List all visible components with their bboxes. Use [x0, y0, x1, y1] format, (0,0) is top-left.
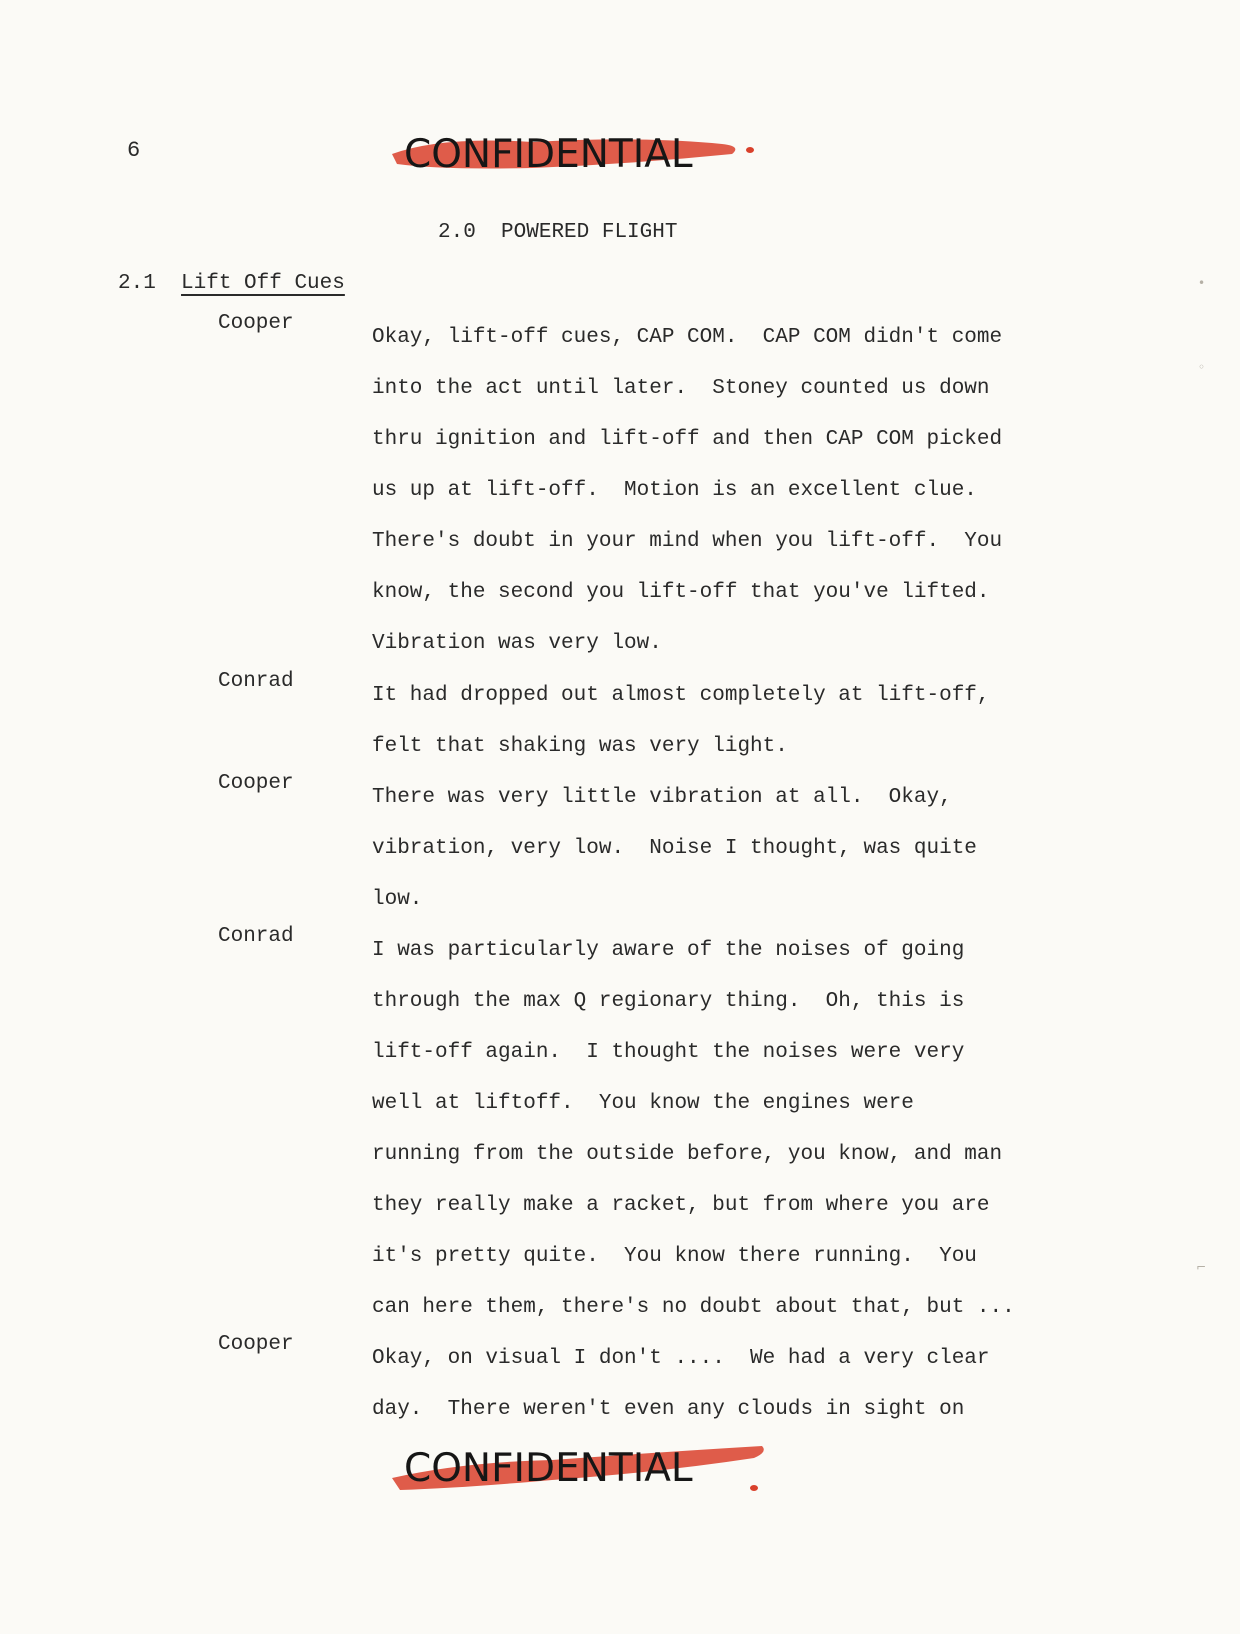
- text-line: running from the outside before, you know, and man: [372, 1143, 1003, 1166]
- subsection-heading: [118, 272, 345, 295]
- margin-speck: ◦: [1198, 360, 1206, 374]
- text-line: thru ignition and lift-off and then CAP COM picked: [372, 428, 1003, 451]
- section-title: POWERED FLIGHT: [501, 221, 678, 244]
- text-line: vibration, very low. Noise I thought, was quite: [372, 837, 977, 860]
- margin-speck: ⌐: [1196, 1260, 1207, 1274]
- text-line: There was very little vibration at all. Okay,: [372, 786, 952, 809]
- confidential-stamp-top: [392, 124, 812, 184]
- text-line: Okay, lift-off cues, CAP COM. CAP COM didn't come: [372, 326, 1003, 349]
- text-line: it's pretty quite. You know there running. You: [372, 1245, 977, 1268]
- speaker-name: Conrad: [218, 670, 294, 693]
- text-line: can here them, there's no doubt about that, but ...: [372, 1296, 1015, 1319]
- text-line: It had dropped out almost completely at lift-off,: [372, 684, 990, 707]
- subsection-number: 2.1: [118, 272, 156, 295]
- text-line: day. There weren't even any clouds in sight on: [372, 1398, 965, 1421]
- subsection-title: Lift Off Cues: [181, 272, 345, 295]
- text-line: There's doubt in your mind when you lift-off. You: [372, 530, 1003, 553]
- speaker-name: Cooper: [218, 1333, 294, 1356]
- text-line: us up at lift-off. Motion is an excellent clue.: [372, 479, 977, 502]
- text-line: Vibration was very low.: [372, 632, 662, 655]
- speaker-name: Cooper: [218, 312, 294, 335]
- text-line: Okay, on visual I don't .... We had a very clear: [372, 1347, 990, 1370]
- speaker-text: [372, 670, 1052, 772]
- text-line: well at liftoff. You know the engines were: [372, 1092, 914, 1115]
- text-line: into the act until later. Stoney counted us down: [372, 377, 990, 400]
- speaker-text: [372, 772, 1052, 925]
- speaker-text: [372, 925, 1052, 1333]
- text-line: low.: [372, 888, 423, 911]
- margin-speck: •: [1198, 276, 1206, 290]
- text-line: I was particularly aware of the noises of going: [372, 939, 965, 962]
- page-number: 6: [127, 138, 141, 163]
- text-line: they really make a racket, but from where you are: [372, 1194, 990, 1217]
- text-line: through the max Q regionary thing. Oh, this is: [372, 990, 965, 1013]
- section-number: 2.0: [438, 221, 476, 244]
- confidential-label: CONFIDENTIAL: [404, 132, 693, 177]
- section-heading: [438, 221, 677, 244]
- speaker-name: Conrad: [218, 925, 294, 948]
- speaker-name: Cooper: [218, 772, 294, 795]
- confidential-label: CONFIDENTIAL: [404, 1446, 693, 1491]
- speaker-text: [372, 312, 1052, 669]
- text-line: felt that shaking was very light.: [372, 735, 788, 758]
- confidential-stamp-bottom: [392, 1438, 812, 1498]
- speaker-text: [372, 1333, 1052, 1435]
- text-line: know, the second you lift-off that you've lifted.: [372, 581, 990, 604]
- text-line: lift-off again. I thought the noises were very: [372, 1041, 965, 1064]
